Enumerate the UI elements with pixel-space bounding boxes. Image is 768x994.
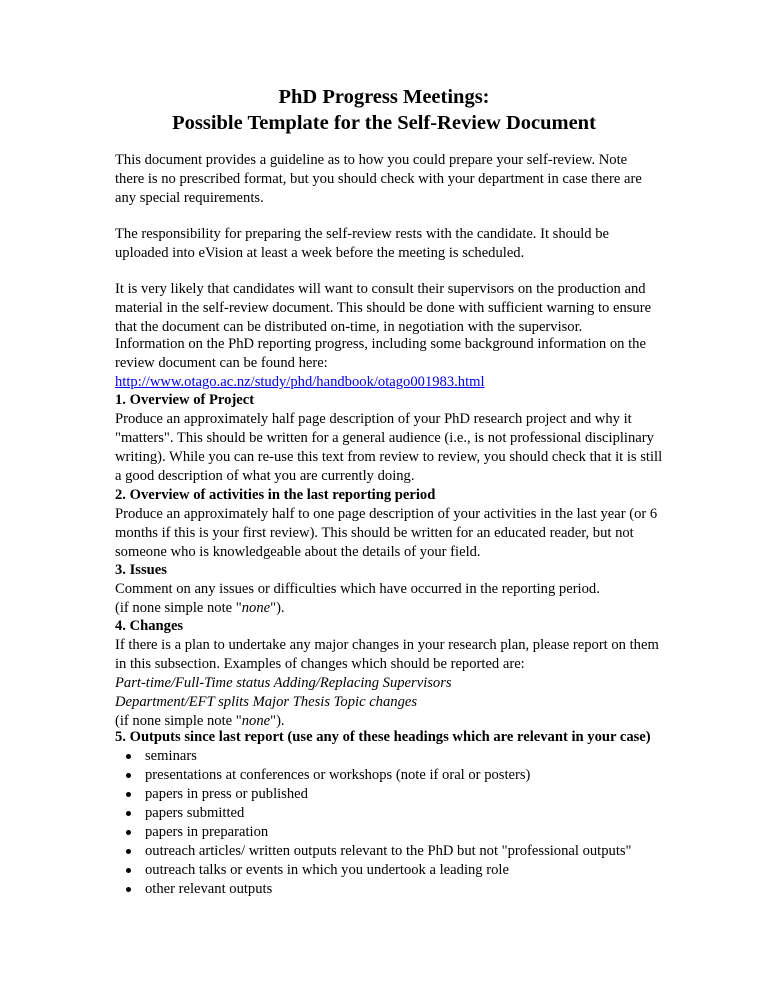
text-line: any special requirements.: [115, 190, 264, 206]
section-heading: 5. Outputs since last report (use any of these headings which are relevant in your case): [115, 729, 651, 745]
section-heading: 2. Overview of activities in the last reporting period: [115, 487, 436, 503]
text-line: writing). While you can re-use this text from review to review, you should check that it is still: [115, 449, 663, 465]
list-item: papers submitted: [115, 804, 675, 823]
list-item: presentations at conferences or workshops (note if oral or posters): [115, 766, 675, 785]
section-heading: 4. Changes: [115, 618, 184, 634]
handbook-link[interactable]: http://www.otago.ac.nz/study/phd/handbook/otago001983.html: [115, 374, 485, 390]
text-line: months if this is your first review). This should be written for an educated reader, but not: [115, 525, 634, 541]
intro-paragraph-information: [115, 335, 675, 392]
text-line: someone who is knowledgeable about the details of your field.: [115, 544, 481, 560]
section-heading: 1. Overview of Project: [115, 392, 255, 408]
text-line: uploaded into eVision at least a week before the meeting is scheduled.: [115, 245, 525, 261]
text-line: Produce an approximately half page description of your PhD research project and why it: [115, 411, 632, 427]
document-title-line1: PhD Progress Meetings:: [278, 86, 490, 108]
text-line: If there is a plan to undertake any major changes in your research plan, please report on them: [115, 637, 659, 653]
list-item: papers in preparation: [115, 823, 675, 842]
section-changes: [115, 617, 675, 731]
document-title-line2: Possible Template for the Self-Review Document: [172, 112, 596, 134]
change-examples-line: Department/EFT splits Major Thesis Topic changes: [115, 694, 418, 710]
intro-paragraph-consult: [115, 280, 675, 337]
text-line: material in the self-review document. This should be done with sufficient warning to ensure: [115, 300, 652, 316]
change-examples-line: Part-time/Full-Time status Adding/Replacing Supervisors: [115, 675, 452, 691]
note-emphasis: none: [241, 600, 271, 616]
text-line: "matters". This should be written for a general audience (i.e., is not professional disciplinary: [115, 430, 654, 446]
section-overview-of-project: [115, 391, 675, 486]
intro-paragraph-responsibility: [115, 225, 675, 263]
note-suffix: ").: [270, 600, 285, 616]
text-line: This document provides a guideline as to how you could prepare your self-review. Note: [115, 152, 628, 168]
text-line: in this subsection. Examples of changes which should be reported are:: [115, 656, 525, 672]
list-item: outreach talks or events in which you undertook a leading role: [115, 861, 675, 880]
section-outputs: [115, 728, 675, 899]
section-heading: 3. Issues: [115, 562, 167, 578]
outputs-list: [115, 747, 675, 899]
intro-paragraph-guideline: [115, 151, 675, 208]
text-line: review document can be found here:: [115, 355, 328, 371]
text-line: It is very likely that candidates will want to consult their supervisors on the production and: [115, 281, 646, 297]
note-suffix: ").: [270, 713, 285, 729]
text-line: Comment on any issues or difficulties which have occurred in the reporting period.: [115, 581, 600, 597]
section-overview-of-activities: [115, 486, 675, 562]
text-line: The responsibility for preparing the self-review rests with the candidate. It should be: [115, 226, 610, 242]
text-line: a good description of what you are currently doing.: [115, 468, 415, 484]
note-prefix: (if none simple note ": [115, 600, 242, 616]
none-note: [115, 599, 675, 618]
note-prefix: (if none simple note ": [115, 713, 242, 729]
text-line: Information on the PhD reporting progress, including some background information on the: [115, 336, 646, 352]
note-emphasis: none: [241, 713, 271, 729]
section-issues: [115, 561, 675, 618]
text-line: there is no prescribed format, but you should check with your department in case there are: [115, 171, 642, 187]
list-item: seminars: [115, 747, 675, 766]
text-line: Produce an approximately half to one page description of your activities in the last year (or 6: [115, 506, 658, 522]
list-item: papers in press or published: [115, 785, 675, 804]
list-item: outreach articles/ written outputs relevant to the PhD but not "professional outputs": [115, 842, 675, 861]
text-line: that the document can be distributed on-time, in negotiation with the supervisor.: [115, 319, 583, 335]
list-item: other relevant outputs: [115, 880, 675, 899]
